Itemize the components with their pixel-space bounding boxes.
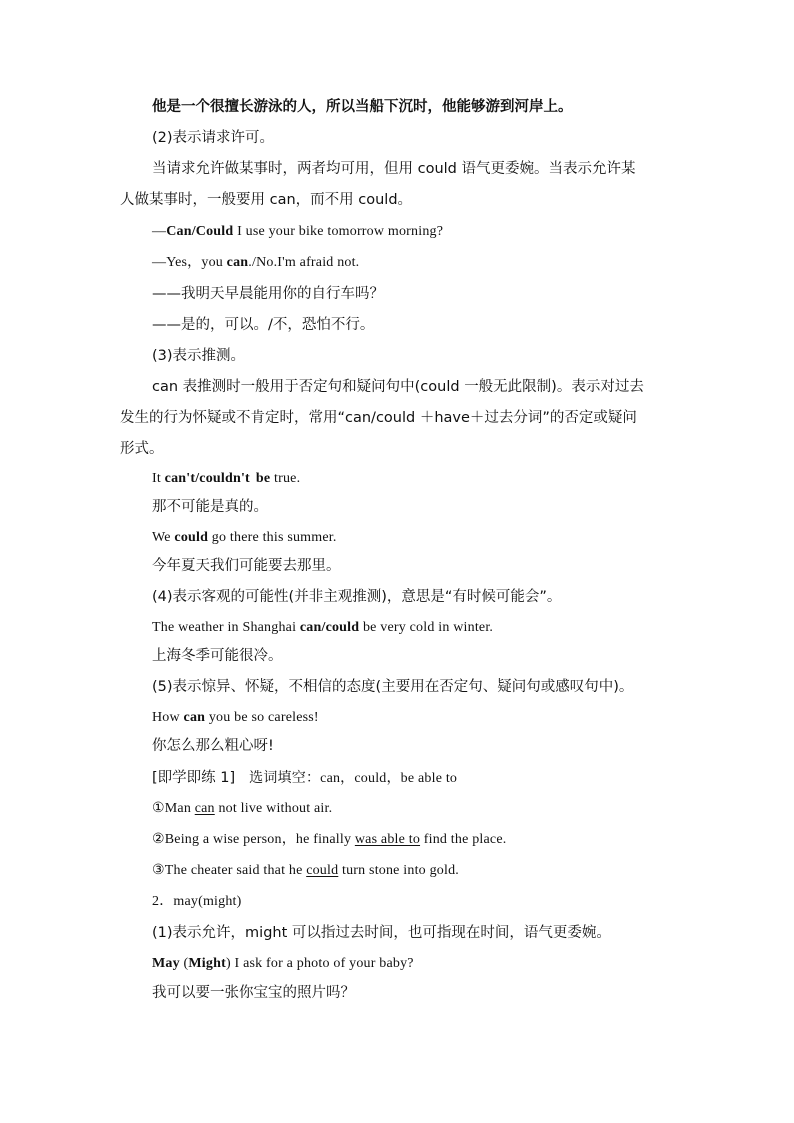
keyword: can	[183, 710, 206, 725]
example-sentence	[152, 222, 443, 242]
keyword: May	[152, 956, 180, 971]
sentence-text: go there this summer.	[208, 530, 337, 545]
example-sentence	[152, 708, 319, 728]
example-sentence	[152, 528, 337, 548]
sentence-text: ./No.I'm afraid not.	[248, 255, 360, 270]
keyword: can't/couldn't	[164, 471, 250, 486]
paragraph-line: can 表推测时一般用于否定句和疑问句中(could 一般无此限制)。表示对过去	[152, 379, 644, 395]
keyword: can	[226, 255, 249, 270]
sentence-text: be very cold in winter.	[359, 620, 494, 635]
paragraph-line: 当请求允许做某事时，两者均可用，但用 could 语气更委婉。当表示允许某	[152, 161, 636, 177]
sentence-text: true.	[270, 471, 301, 486]
sentence-text: —Yes，you	[152, 255, 227, 270]
example-translation: 今年夏天我们可能要去那里。	[152, 558, 341, 574]
subheading-request-permission: (2)表示请求许可。	[152, 130, 275, 146]
example-translation: ——我明天早晨能用你的自行车吗？	[152, 286, 384, 302]
dash: —	[152, 224, 167, 239]
sentence-text: turn stone into gold.	[338, 863, 459, 878]
sentence-text: not live without air.	[214, 801, 333, 816]
example-sentence	[152, 469, 300, 489]
keyword: Might	[188, 956, 226, 971]
subheading-permission: (1)表示允许，might 可以指过去时间，也可指现在时间，语气更委婉。	[152, 925, 611, 941]
example-sentence	[152, 253, 359, 273]
sentence-text: How	[152, 710, 184, 725]
sentence-text: The weather in Shanghai	[152, 620, 300, 635]
sentence-text: find the place.	[420, 832, 507, 847]
section-heading-may-might: 2．may(might)	[152, 894, 242, 909]
paragraph-line: 发生的行为怀疑或不肯定时，常用“can/could ＋have＋过去分词”的否定或疑问	[120, 410, 637, 426]
example-sentence	[152, 954, 414, 974]
exercise-instruction: 选词填空：can，could，be able to	[249, 771, 458, 786]
exercise-label: [即学即练 1]	[152, 770, 236, 786]
exercise-item	[152, 830, 506, 850]
answer-blank: can	[194, 801, 215, 816]
answer-blank: was able to	[354, 832, 421, 847]
example-translation: 那不可能是真的。	[152, 499, 268, 515]
subheading-surprise: (5)表示惊异、怀疑，不相信的态度(主要用在否定句、疑问句或感叹句中)。	[152, 679, 634, 695]
exercise-heading	[152, 768, 457, 789]
sentence-text: I use your bike tomorrow morning?	[233, 224, 444, 239]
sentence-text: ③The cheater said that he	[152, 863, 307, 878]
sentence-translation-bold: 他是一个很擅长游泳的人，所以当船下沉时，他能够游到河岸上。	[152, 99, 573, 115]
keyword: Can/Could	[166, 224, 234, 239]
sentence-text: ②Being a wise person，he finally	[152, 832, 355, 847]
keyword: be	[255, 471, 271, 486]
sentence-text: ) I ask for a photo of your baby?	[225, 956, 414, 971]
sentence-text: It	[152, 471, 165, 486]
sentence-text: We	[152, 530, 175, 545]
example-sentence	[152, 618, 493, 638]
exercise-item	[152, 799, 332, 819]
sentence-text: you be so careless!	[205, 710, 319, 725]
paragraph-line: 人做某事时，一般要用 can，而不用 could。	[120, 192, 413, 208]
example-translation: 我可以要一张你宝宝的照片吗？	[152, 985, 355, 1001]
sentence-text: (	[179, 956, 189, 971]
keyword: can/could	[299, 620, 360, 635]
exercise-item	[152, 861, 459, 881]
example-translation: ——是的，可以。/不，恐怕不行。	[152, 317, 375, 333]
example-translation: 上海冬季可能很冷。	[152, 648, 283, 664]
subheading-possibility: (4)表示客观的可能性(并非主观推测)，意思是“有时候可能会”。	[152, 589, 562, 605]
keyword: could	[174, 530, 209, 545]
paragraph-line: 形式。	[120, 441, 164, 457]
answer-blank: could	[306, 863, 339, 878]
subheading-speculation: (3)表示推测。	[152, 348, 246, 364]
example-translation: 你怎么那么粗心呀!	[152, 738, 274, 754]
sentence-text: ①Man	[152, 801, 195, 816]
